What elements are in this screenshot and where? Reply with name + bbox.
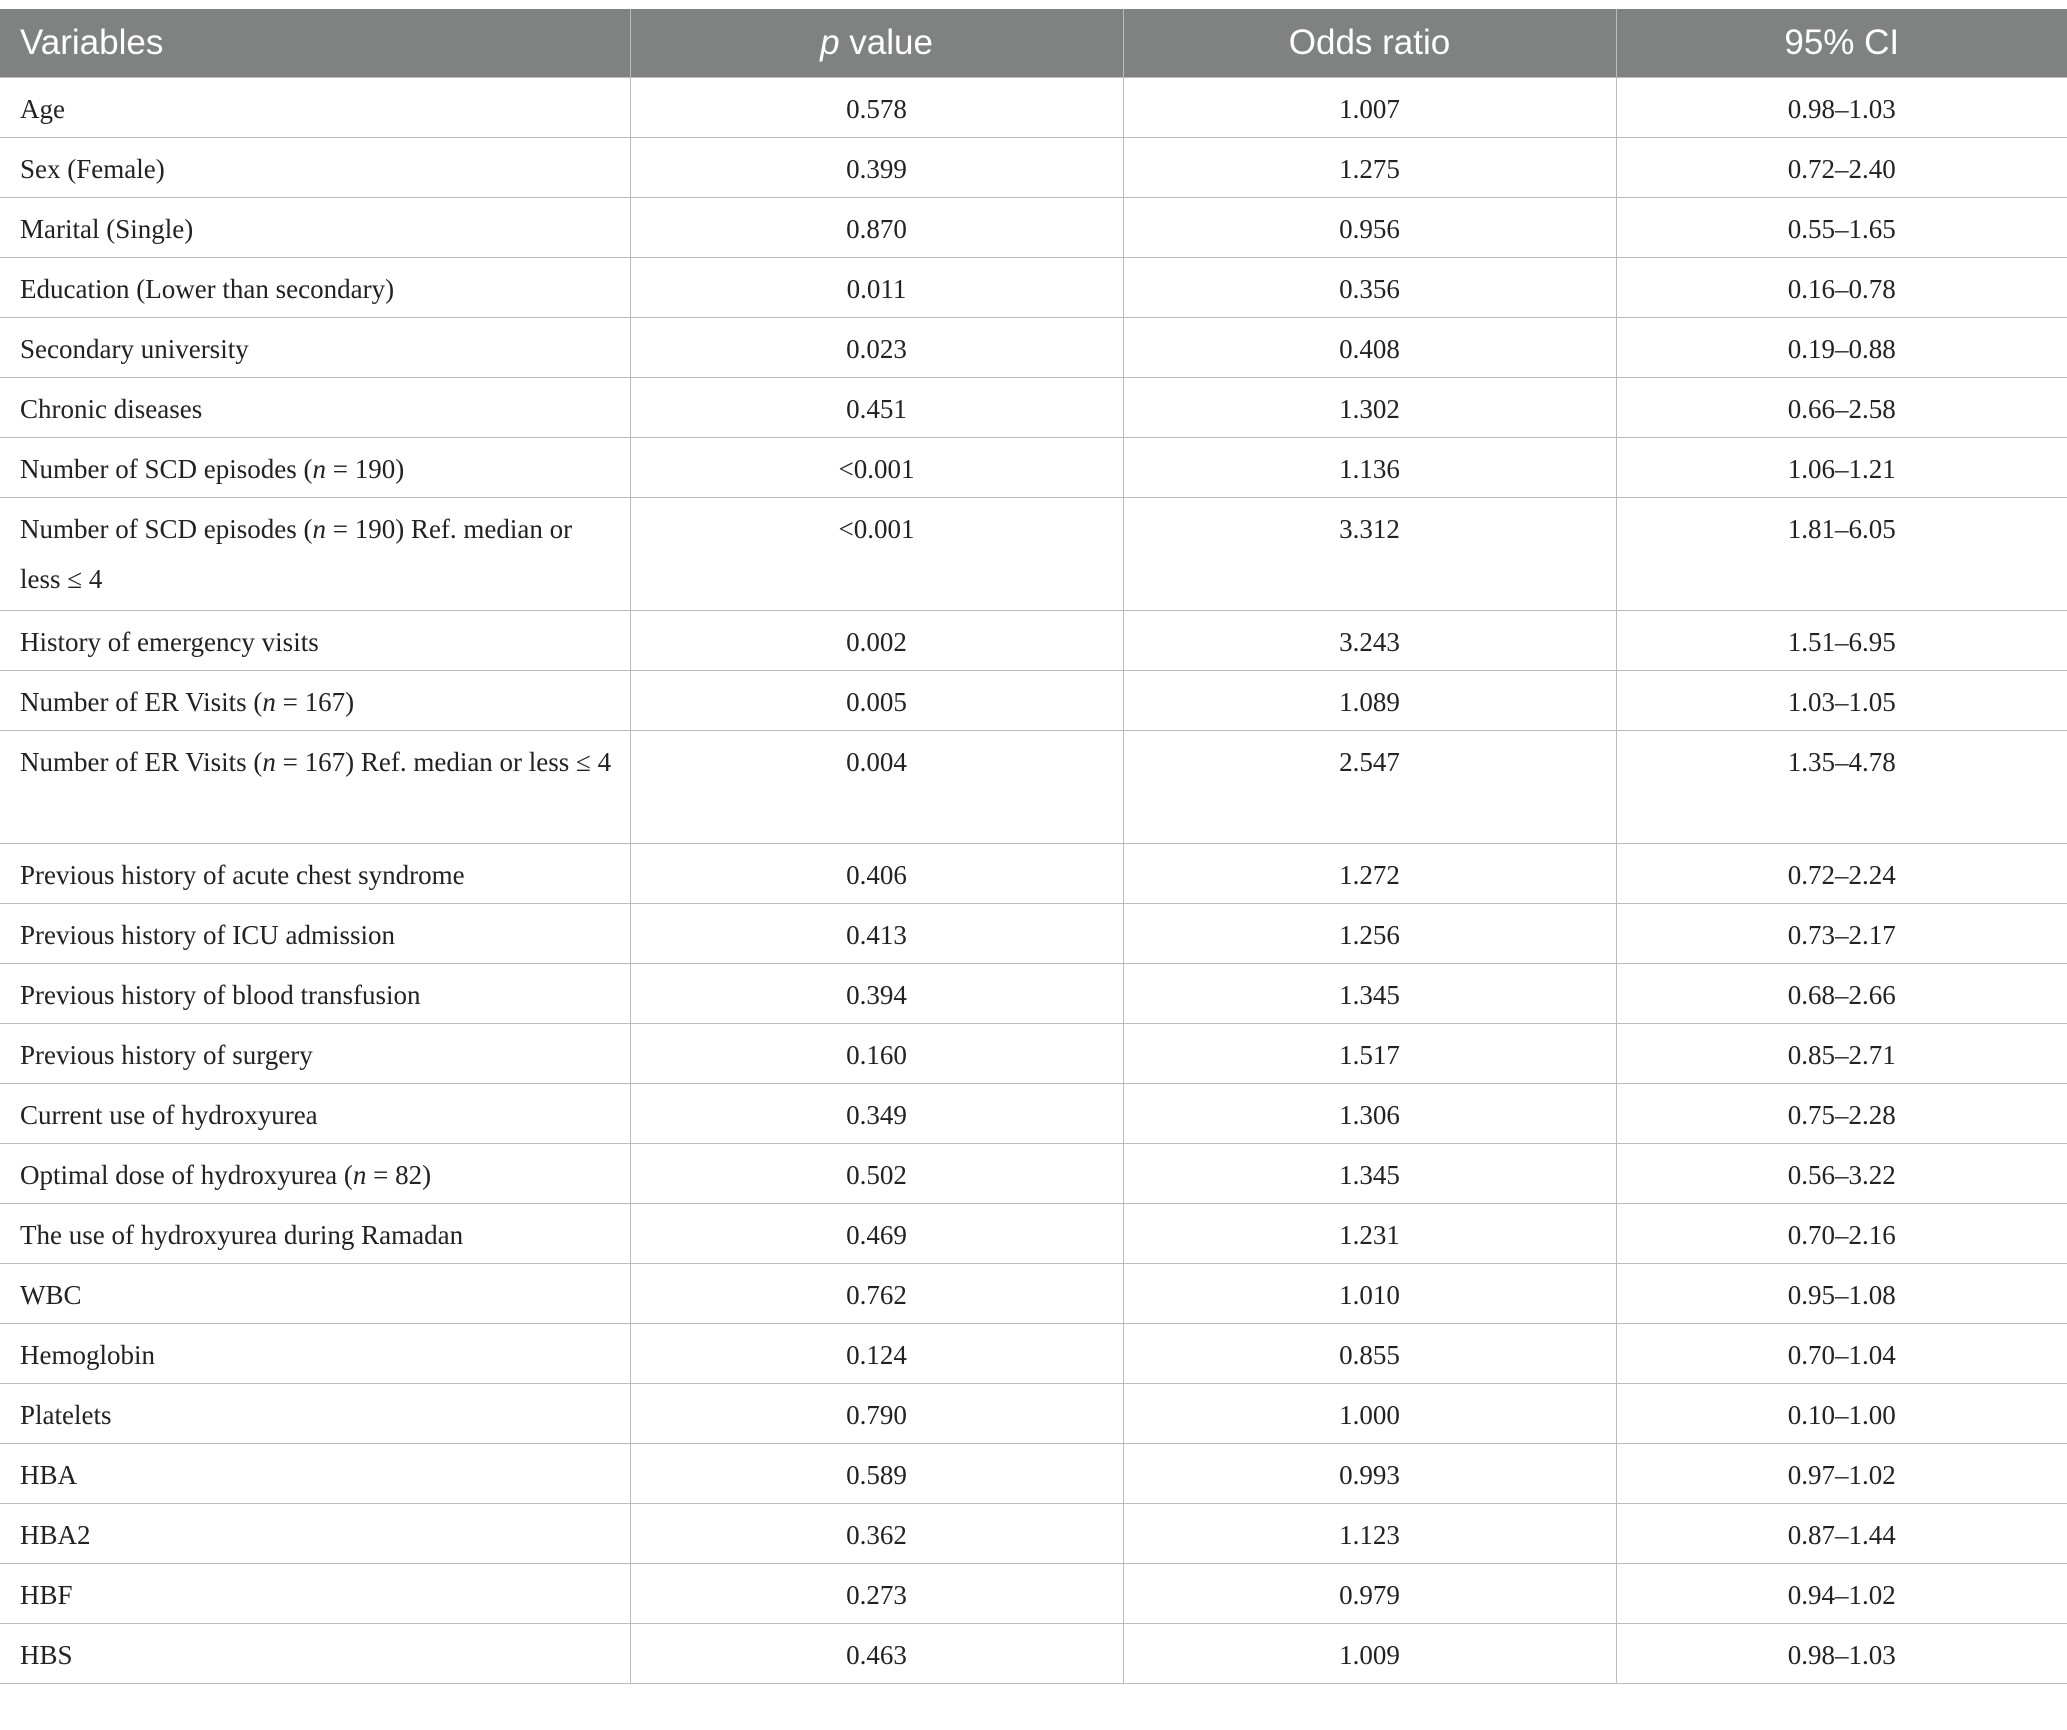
cell-odds-ratio: 1.306: [1123, 1084, 1616, 1144]
cell-ci: 0.85–2.71: [1616, 1024, 2067, 1084]
variable-text: HBA: [20, 1460, 78, 1490]
cell-odds-ratio: 1.007: [1123, 78, 1616, 138]
variable-text: Previous history of acute chest syndrome: [20, 860, 465, 890]
variable-text-suffix: = 190): [325, 454, 405, 484]
variable-n-italic: n: [262, 687, 276, 717]
header-variables: Variables: [0, 9, 630, 78]
cell-odds-ratio: 3.312: [1123, 498, 1616, 611]
variable-n-italic: n: [312, 454, 326, 484]
variable-text: Sex (Female): [20, 154, 165, 184]
cell-p-value: 0.790: [630, 1384, 1123, 1444]
variable-text-suffix: = 167): [275, 687, 355, 717]
table-row: [0, 318, 2067, 378]
variable-text-suffix: = 167) Ref. median or less ≤ 4: [275, 747, 612, 777]
variable-text-suffix: = 82): [366, 1160, 432, 1190]
table-body: [0, 78, 2067, 1684]
cell-variable: [0, 1324, 630, 1384]
cell-odds-ratio: 1.302: [1123, 378, 1616, 438]
cell-odds-ratio: 1.089: [1123, 671, 1616, 731]
table-row: [0, 498, 2067, 611]
variable-text: Optimal dose of hydroxyurea (: [20, 1160, 353, 1190]
cell-ci: 0.98–1.03: [1616, 1624, 2067, 1684]
cell-p-value: 0.578: [630, 78, 1123, 138]
cell-ci: 0.94–1.02: [1616, 1564, 2067, 1624]
variable-text: HBA2: [20, 1520, 91, 1550]
cell-p-value: <0.001: [630, 498, 1123, 611]
variable-text: Current use of hydroxyurea: [20, 1100, 318, 1130]
cell-p-value: 0.273: [630, 1564, 1123, 1624]
cell-ci: 0.95–1.08: [1616, 1264, 2067, 1324]
cell-variable: [0, 904, 630, 964]
cell-variable: [0, 1444, 630, 1504]
cell-ci: 0.70–1.04: [1616, 1324, 2067, 1384]
variable-text: Chronic diseases: [20, 394, 203, 424]
variable-text: Number of ER Visits (: [20, 687, 263, 717]
cell-p-value: 0.469: [630, 1204, 1123, 1264]
cell-ci: 0.70–2.16: [1616, 1204, 2067, 1264]
cell-variable: [0, 258, 630, 318]
cell-p-value: 0.005: [630, 671, 1123, 731]
variable-text: Age: [20, 94, 65, 124]
cell-p-value: 0.413: [630, 904, 1123, 964]
table-row: [0, 1384, 2067, 1444]
cell-variable: [0, 1504, 630, 1564]
table-row: [0, 964, 2067, 1024]
cell-variable: [0, 964, 630, 1024]
cell-ci: 1.06–1.21: [1616, 438, 2067, 498]
table-row: [0, 671, 2067, 731]
variable-text: WBC: [20, 1280, 82, 1310]
cell-ci: 0.66–2.58: [1616, 378, 2067, 438]
cell-variable: [0, 198, 630, 258]
cell-p-value: 0.002: [630, 611, 1123, 671]
cell-p-value: 0.004: [630, 731, 1123, 844]
table-row: [0, 844, 2067, 904]
cell-variable: [0, 1624, 630, 1684]
variable-text: Previous history of blood transfusion: [20, 980, 421, 1010]
cell-ci: 1.35–4.78: [1616, 731, 2067, 844]
cell-variable: [0, 1264, 630, 1324]
variable-text: Platelets: [20, 1400, 112, 1430]
cell-ci: 0.97–1.02: [1616, 1444, 2067, 1504]
table-row: [0, 1264, 2067, 1324]
cell-variable: [0, 611, 630, 671]
table-row: [0, 1624, 2067, 1684]
cell-variable: [0, 731, 630, 844]
variable-text: Previous history of ICU admission: [20, 920, 395, 950]
cell-p-value: 0.762: [630, 1264, 1123, 1324]
variable-text: Hemoglobin: [20, 1340, 155, 1370]
table-row: [0, 258, 2067, 318]
cell-odds-ratio: 1.275: [1123, 138, 1616, 198]
cell-variable: [0, 1564, 630, 1624]
cell-p-value: 0.160: [630, 1024, 1123, 1084]
table-row: [0, 378, 2067, 438]
cell-p-value: 0.349: [630, 1084, 1123, 1144]
cell-variable: [0, 438, 630, 498]
table-row: [0, 198, 2067, 258]
table-row: [0, 438, 2067, 498]
results-table: [0, 9, 2067, 1684]
cell-ci: 0.98–1.03: [1616, 78, 2067, 138]
cell-ci: 0.72–2.24: [1616, 844, 2067, 904]
variable-text: Marital (Single): [20, 214, 194, 244]
cell-odds-ratio: 1.010: [1123, 1264, 1616, 1324]
table-row: [0, 1564, 2067, 1624]
cell-odds-ratio: 1.231: [1123, 1204, 1616, 1264]
header-p-rest: value: [839, 23, 933, 62]
table-row: [0, 1084, 2067, 1144]
table-row: [0, 731, 2067, 844]
cell-odds-ratio: 1.272: [1123, 844, 1616, 904]
cell-odds-ratio: 0.993: [1123, 1444, 1616, 1504]
cell-variable: [0, 844, 630, 904]
cell-ci: 0.72–2.40: [1616, 138, 2067, 198]
table-row: [0, 904, 2067, 964]
cell-variable: [0, 318, 630, 378]
cell-ci: 0.19–0.88: [1616, 318, 2067, 378]
cell-ci: 0.55–1.65: [1616, 198, 2067, 258]
cell-ci: 0.73–2.17: [1616, 904, 2067, 964]
cell-odds-ratio: 1.000: [1123, 1384, 1616, 1444]
cell-p-value: 0.399: [630, 138, 1123, 198]
variable-n-italic: n: [262, 747, 276, 777]
cell-p-value: 0.124: [630, 1324, 1123, 1384]
cell-variable: [0, 78, 630, 138]
cell-variable: [0, 1084, 630, 1144]
cell-ci: 1.03–1.05: [1616, 671, 2067, 731]
cell-p-value: 0.451: [630, 378, 1123, 438]
variable-text: The use of hydroxyurea during Ramadan: [20, 1220, 464, 1250]
cell-p-value: 0.589: [630, 1444, 1123, 1504]
variable-text: Education (Lower than secondary): [20, 274, 395, 304]
cell-p-value: 0.394: [630, 964, 1123, 1024]
cell-odds-ratio: 1.009: [1123, 1624, 1616, 1684]
table-row: [0, 1144, 2067, 1204]
cell-variable: [0, 1144, 630, 1204]
header-ci: 95% CI: [1616, 9, 2067, 78]
header-p-letter: p: [820, 23, 840, 62]
cell-odds-ratio: 1.123: [1123, 1504, 1616, 1564]
table-row: [0, 1204, 2067, 1264]
cell-ci: 0.16–0.78: [1616, 258, 2067, 318]
results-table-container: [0, 9, 2067, 1684]
cell-odds-ratio: 1.345: [1123, 964, 1616, 1024]
cell-odds-ratio: 0.956: [1123, 198, 1616, 258]
variable-n-italic: n: [312, 514, 326, 544]
cell-p-value: 0.463: [630, 1624, 1123, 1684]
cell-p-value: 0.502: [630, 1144, 1123, 1204]
cell-odds-ratio: 0.356: [1123, 258, 1616, 318]
variable-text: Number of SCD episodes (: [20, 454, 313, 484]
cell-variable: [0, 1024, 630, 1084]
cell-odds-ratio: 1.256: [1123, 904, 1616, 964]
cell-p-value: 0.870: [630, 198, 1123, 258]
table-row: [0, 1024, 2067, 1084]
cell-ci: 0.87–1.44: [1616, 1504, 2067, 1564]
cell-odds-ratio: 1.345: [1123, 1144, 1616, 1204]
cell-ci: 1.81–6.05: [1616, 498, 2067, 611]
cell-ci: 0.56–3.22: [1616, 1144, 2067, 1204]
cell-odds-ratio: 0.979: [1123, 1564, 1616, 1624]
table-row: [0, 611, 2067, 671]
cell-variable: [0, 1384, 630, 1444]
cell-p-value: 0.362: [630, 1504, 1123, 1564]
variable-text: HBF: [20, 1580, 73, 1610]
cell-odds-ratio: 0.855: [1123, 1324, 1616, 1384]
cell-variable: [0, 378, 630, 438]
cell-odds-ratio: 2.547: [1123, 731, 1616, 844]
variable-text: HBS: [20, 1640, 73, 1670]
cell-p-value: 0.011: [630, 258, 1123, 318]
table-row: [0, 1324, 2067, 1384]
cell-ci: 0.10–1.00: [1616, 1384, 2067, 1444]
variable-text: Number of SCD episodes (: [20, 514, 313, 544]
cell-variable: [0, 498, 630, 611]
header-p-value: [630, 9, 1123, 78]
table-row: [0, 1444, 2067, 1504]
cell-variable: [0, 1204, 630, 1264]
cell-odds-ratio: 0.408: [1123, 318, 1616, 378]
cell-variable: [0, 138, 630, 198]
cell-odds-ratio: 1.136: [1123, 438, 1616, 498]
variable-text: History of emergency visits: [20, 627, 319, 657]
variable-text: Number of ER Visits (: [20, 747, 263, 777]
cell-p-value: <0.001: [630, 438, 1123, 498]
header-row: [0, 9, 2067, 78]
cell-ci: 1.51–6.95: [1616, 611, 2067, 671]
variable-n-italic: n: [352, 1160, 367, 1190]
table-row: [0, 78, 2067, 138]
header-odds-ratio: Odds ratio: [1123, 9, 1616, 78]
cell-p-value: 0.406: [630, 844, 1123, 904]
cell-variable: [0, 671, 630, 731]
cell-ci: 0.68–2.66: [1616, 964, 2067, 1024]
cell-p-value: 0.023: [630, 318, 1123, 378]
table-row: [0, 138, 2067, 198]
table-row: [0, 1504, 2067, 1564]
cell-odds-ratio: 3.243: [1123, 611, 1616, 671]
cell-ci: 0.75–2.28: [1616, 1084, 2067, 1144]
cell-odds-ratio: 1.517: [1123, 1024, 1616, 1084]
variable-text-suffix: = 190) Ref. median or less ≤ 4: [20, 514, 573, 594]
variable-text: Secondary university: [20, 334, 249, 364]
variable-text: Previous history of surgery: [20, 1040, 313, 1070]
